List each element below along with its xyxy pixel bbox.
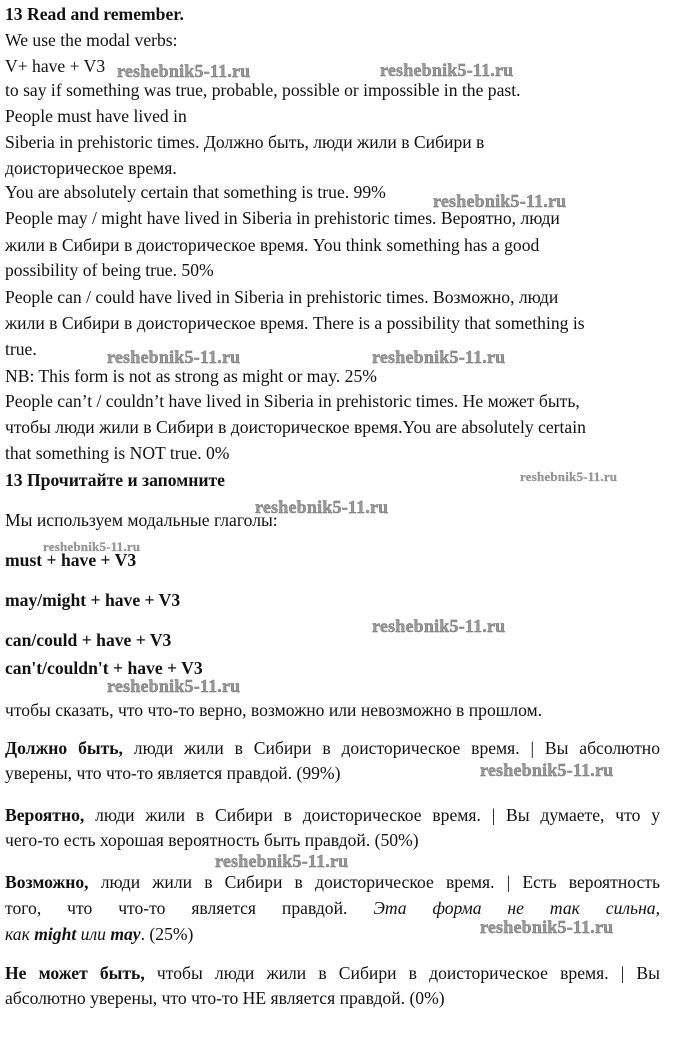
formula-text: must + have + V3	[5, 550, 137, 570]
heading-text: 13 Read and remember.	[5, 4, 184, 24]
watermark: reshebnik5-11.ru	[480, 760, 614, 780]
item-italic: или	[76, 924, 111, 944]
watermark: reshebnik5-11.ru	[255, 497, 389, 517]
formula-text: can/could + have + V3	[5, 630, 172, 650]
watermark: reshebnik5-11.ru	[520, 469, 618, 484]
item-text: люди жили в Сибири в доисторическое время. | Есть вероятность	[88, 872, 660, 892]
item-line	[5, 897, 660, 919]
text-line: чтобы люди жили в Сибири в доисторическое время.You are absolutely certain	[5, 417, 586, 437]
text-line: to say if something was true, probable, possible or impossible in the past.	[5, 80, 521, 100]
item-bold-italic: might	[34, 924, 77, 944]
text-line: People may / might have lived in Siberia in prehistoric times. Вероятно, люди	[5, 208, 560, 228]
item-text: люди жили в Сибири в доисторическое время. | Вы абсолютно	[122, 738, 660, 758]
item-line: уверены, что что-то является правдой. (99%)	[5, 763, 341, 783]
heading-text: 13 Прочитайте и запомните	[5, 470, 225, 490]
text-line: true.	[5, 339, 37, 359]
item-bold: Возможно,	[5, 872, 89, 892]
formula	[5, 589, 180, 611]
item-line: абсолютно уверены, что что-то НЕ является правдой. (0%)	[5, 988, 445, 1008]
formula-text: may/might + have + V3	[5, 590, 181, 610]
item-line	[5, 923, 193, 945]
item-italic: как	[5, 924, 35, 944]
item-line	[5, 871, 660, 893]
text-line: жили в Сибири в доисторическое время. You think something has a good	[5, 235, 540, 255]
intro-line: Мы используем модальные глаголы:	[5, 510, 278, 530]
purpose-line: чтобы сказать, что что-то верно, возможно или невозможно в прошлом.	[5, 700, 543, 720]
formula-text: can't/couldn't + have + V3	[5, 658, 203, 678]
text-line: доисторическое время.	[5, 158, 177, 178]
item-text: чтобы люди жили в Сибири в доисторическое время. | Вы	[144, 963, 660, 983]
item-bold-italic: may	[110, 924, 141, 944]
text-line: possibility of being true. 50%	[5, 260, 214, 280]
item-line: чего-то есть хорошая вероятность быть правдой. (50%)	[5, 830, 419, 850]
item-text: того, что что-то является правдой.	[5, 898, 374, 918]
text-line: V+ have + V3	[5, 56, 106, 76]
text-line: People can / could have lived in Siberia in prehistoric times. Возможно, люди	[5, 287, 559, 307]
watermark: reshebnik5-11.ru	[117, 61, 251, 81]
text-line: that something is NOT true. 0%	[5, 443, 230, 463]
watermark: reshebnik5-11.ru	[480, 917, 614, 937]
watermark: reshebnik5-11.ru	[372, 616, 506, 636]
item-bold: Вероятно,	[5, 805, 85, 825]
english-heading	[5, 3, 184, 25]
russian-heading	[5, 469, 225, 491]
item-italic: Эта форма не так сильна,	[373, 898, 660, 918]
watermark: reshebnik5-11.ru	[215, 851, 349, 871]
text-line: Siberia in prehistoric times. Должно быть, люди жили в Сибири в	[5, 132, 485, 152]
item-line	[5, 962, 660, 984]
watermark: reshebnik5-11.ru	[43, 539, 141, 554]
watermark: reshebnik5-11.ru	[372, 347, 506, 367]
item-line	[5, 737, 660, 759]
text-line: We use the modal verbs:	[5, 30, 178, 50]
item-text: люди жили в Сибири в доисторическое время. | Вы думаете, что у	[84, 805, 660, 825]
text-line: жили в Сибири в доисторическое время. There is a possibility that something is	[5, 313, 585, 333]
item-text: . (25%)	[140, 924, 194, 944]
text-line: You are absolutely certain that something is true. 99%	[5, 182, 386, 202]
watermark: reshebnik5-11.ru	[107, 676, 241, 696]
text-line: People must have lived in	[5, 106, 187, 126]
item-bold: Должно быть,	[5, 738, 123, 758]
formula	[5, 629, 171, 651]
text-line: People can’t / couldn’t have lived in Siberia in prehistoric times. Не может быть,	[5, 391, 580, 411]
watermark: reshebnik5-11.ru	[433, 191, 567, 211]
item-bold: Не может быть,	[5, 963, 145, 983]
watermark: reshebnik5-11.ru	[380, 60, 514, 80]
text-line: NB: This form is not as strong as might or may. 25%	[5, 366, 377, 386]
item-line	[5, 804, 660, 826]
watermark: reshebnik5-11.ru	[107, 347, 241, 367]
